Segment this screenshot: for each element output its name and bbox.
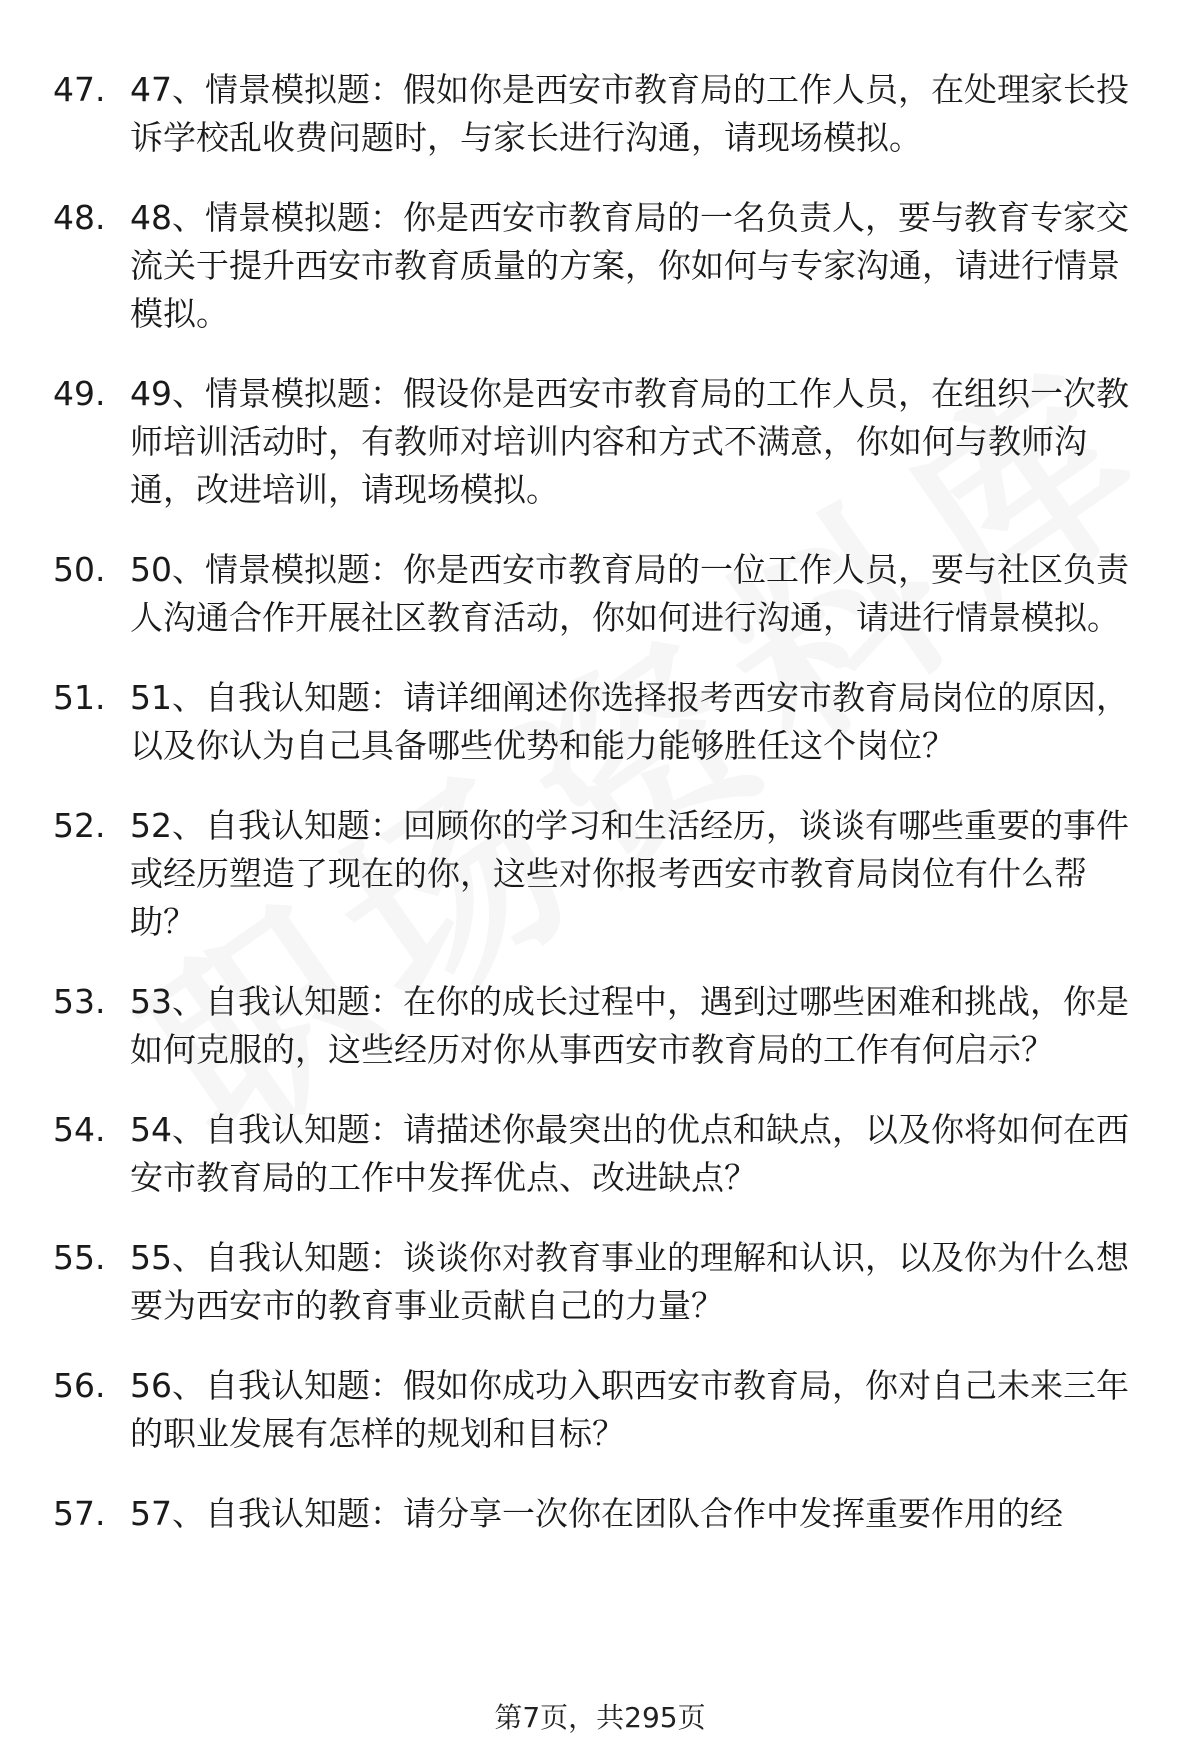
question-number: 52. <box>53 806 106 845</box>
question-text: 56、自我认知题：假如你成功入职西安市教育局，你对自己未来三年的职业发展有怎样的规划和目标？ <box>130 1366 1129 1453</box>
question-text: 53、自我认知题：在你的成长过程中，遇到过哪些困难和挑战，你是如何克服的，这些经历对你从事西安市教育局的工作有何启示？ <box>130 982 1129 1069</box>
question-text: 57、自我认知题：请分享一次你在团队合作中发挥重要作用的经 <box>130 1494 1063 1533</box>
question-item-52 <box>0 802 1200 946</box>
question-text: 52、自我认知题：回顾你的学习和生活经历，谈谈有哪些重要的事件或经历塑造了现在的你，这些对你报考西安市教育局岗位有什么帮助？ <box>130 806 1129 941</box>
question-text: 55、自我认知题：谈谈你对教育事业的理解和认识，以及你为什么想要为西安市的教育事业贡献自己的力量？ <box>130 1238 1129 1325</box>
question-item-56 <box>0 1362 1200 1458</box>
question-item-53 <box>0 978 1200 1074</box>
question-number: 47. <box>53 70 106 109</box>
question-number: 53. <box>53 982 106 1021</box>
question-item-48 <box>0 194 1200 338</box>
question-item-57 <box>0 1490 1200 1538</box>
question-text: 50、情景模拟题：你是西安市教育局的一位工作人员，要与社区负责人沟通合作开展社区教育活动，你如何进行沟通，请进行情景模拟。 <box>130 550 1129 637</box>
question-item-55 <box>0 1234 1200 1330</box>
question-text: 54、自我认知题：请描述你最突出的优点和缺点，以及你将如何在西安市教育局的工作中发挥优点、改进缺点？ <box>130 1110 1129 1197</box>
page-footer: 第7页，共295页 <box>494 1701 706 1734</box>
question-number: 51. <box>53 678 106 717</box>
question-number: 56. <box>53 1366 106 1405</box>
question-item-49 <box>0 370 1200 514</box>
question-item-47 <box>0 66 1200 162</box>
question-number: 55. <box>53 1238 106 1277</box>
question-item-51 <box>0 674 1200 770</box>
question-text: 47、情景模拟题：假如你是西安市教育局的工作人员，在处理家长投诉学校乱收费问题时，与家长进行沟通，请现场模拟。 <box>130 70 1129 157</box>
question-number: 54. <box>53 1110 106 1149</box>
question-list <box>0 66 1200 1570</box>
question-text: 48、情景模拟题：你是西安市教育局的一名负责人，要与教育专家交流关于提升西安市教育质量的方案，你如何与专家沟通，请进行情景模拟。 <box>130 198 1129 333</box>
question-number: 49. <box>53 374 106 413</box>
question-text: 51、自我认知题：请详细阐述你选择报考西安市教育局岗位的原因，以及你认为自己具备哪些优势和能力能够胜任这个岗位？ <box>130 678 1129 765</box>
question-number: 48. <box>53 198 106 237</box>
question-item-54 <box>0 1106 1200 1202</box>
question-item-50 <box>0 546 1200 642</box>
question-text: 49、情景模拟题：假设你是西安市教育局的工作人员，在组织一次教师培训活动时，有教师对培训内容和方式不满意，你如何与教师沟通，改进培训，请现场模拟。 <box>130 374 1129 509</box>
question-number: 50. <box>53 550 106 589</box>
question-number: 57. <box>53 1494 106 1533</box>
